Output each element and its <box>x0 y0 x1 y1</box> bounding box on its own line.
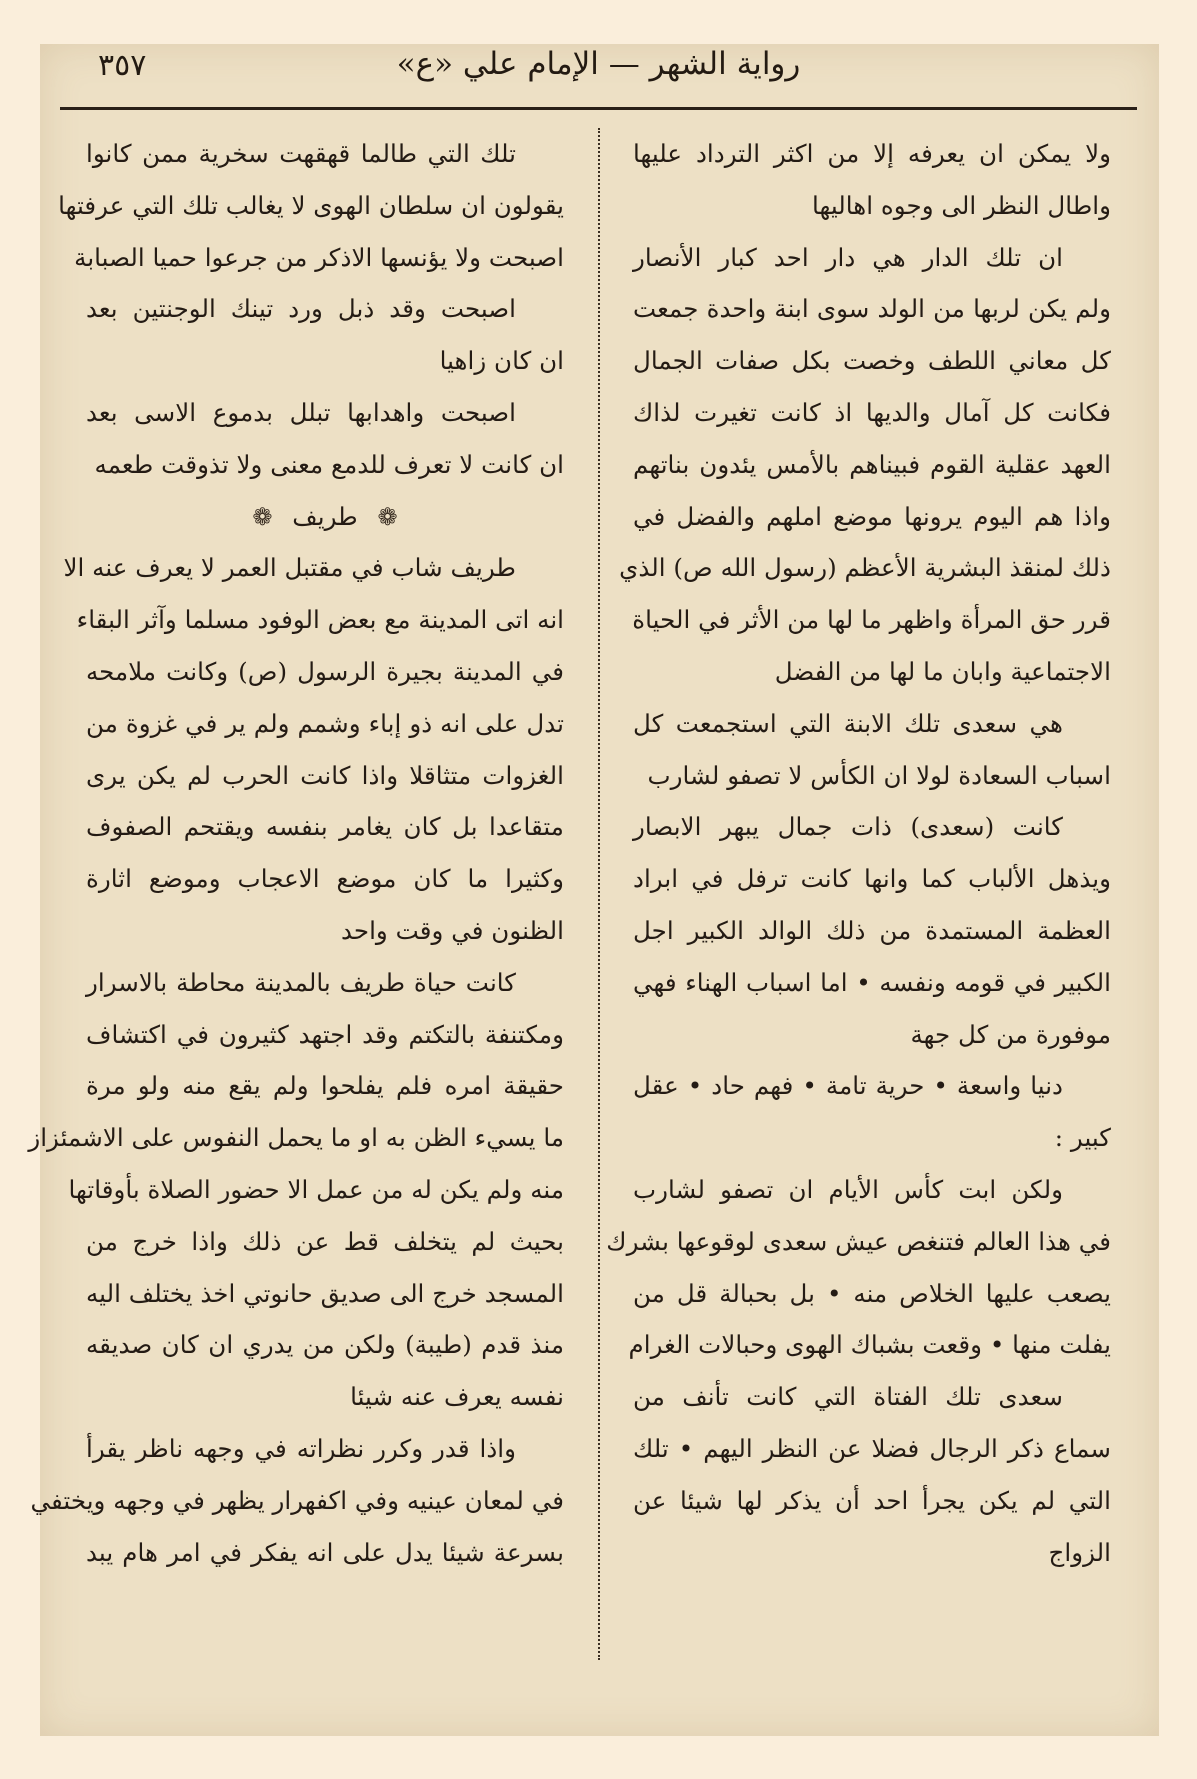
text-line: الغزوات متثاقلا واذا كانت الحرب لم يكن يرى <box>86 760 564 790</box>
text-line: كانت (سعدى) ذات جمال يبهر الابصار <box>633 812 1063 842</box>
text-line: اسباب السعادة لولا ان الكأس لا تصفو لشارب <box>647 760 1111 790</box>
text-line: سماع ذكر الرجال فضلا عن النظر اليهم • تلك <box>633 1433 1111 1463</box>
text-line: ذلك لمنقذ البشرية الأعظم (رسول الله ص) الذي <box>619 553 1111 583</box>
text-line: ولا يمكن ان يعرفه إلا من اكثر الترداد عليها <box>633 139 1111 168</box>
text-line: فكانت كل آمال والديها اذ كانت تغيرت لذاك <box>633 397 1111 427</box>
text-line: واذا قدر وكرر نظراته في وجهه ناظر يقرأ <box>86 1433 516 1463</box>
text-line: هي سعدى تلك الابنة التي استجمعت كل <box>633 708 1063 738</box>
text-line: ان كانت لا تعرف للدمع معنى ولا تذوقت طعمه <box>94 449 564 479</box>
flourish-icon: ❁ <box>377 502 398 531</box>
text-line: واذا هم اليوم يرونها موضع املهم والفضل في <box>633 501 1111 531</box>
text-line: يصعب عليها الخلاص منه • بل بحبالة قل من <box>633 1278 1111 1308</box>
text-line: موفورة من كل جهة <box>910 1019 1111 1049</box>
text-line: اصبحت واهدابها تبلل بدموع الاسى بعد <box>86 397 516 427</box>
text-line: حقيقة امره فلم يفلحوا ولم يقع منه ولو مرة <box>86 1071 564 1101</box>
text-line: ان كان زاهيا <box>439 346 564 376</box>
text-line: اصبحت وقد ذبل ورد تينك الوجنتين بعد <box>86 294 516 324</box>
text-line: ومكتنفة بالتكتم وقد اجتهد كثيرون في اكتشاف <box>86 1019 564 1049</box>
text-line: في المدينة بجيرة الرسول (ص) وكانت ملامحه <box>86 656 564 686</box>
text-line: منه ولم يكن له من عمل الا حضور الصلاة بأوقاتها <box>68 1174 564 1204</box>
section-heading <box>86 491 564 543</box>
text-line: العظمة المستمدة من ذلك الوالد الكبير اجل <box>633 915 1111 945</box>
text-line: كبير : <box>1054 1123 1111 1153</box>
column-divider <box>598 128 600 1660</box>
text-line: يفلت منها • وقعت بشباك الهوى وحبالات الغرام <box>628 1330 1111 1360</box>
text-line: تدل على انه ذو إباء وشمم ولم ير في غزوة من <box>86 708 564 738</box>
text-line: الظنون في وقت واحد <box>340 915 564 945</box>
left-column <box>28 128 564 1578</box>
text-line: ويذهل الألباب كما وانها كانت ترفل في ابراد <box>633 864 1111 894</box>
text-line: دنيا واسعة • حرية تامة • فهم حاد • عقل <box>633 1071 1063 1101</box>
text-line: ما يسيء الظن به او ما يحمل النفوس على الاشمئزاز <box>28 1123 564 1153</box>
text-line: تلك التي طالما قهقهت سخرية ممن كانوا <box>86 139 516 168</box>
text-line: ولكن ابت كأس الأيام ان تصفو لشارب <box>633 1174 1063 1204</box>
header-rule <box>60 107 1137 110</box>
section-title: طريف <box>292 501 358 531</box>
text-line: بسرعة شيئا يدل على انه يفكر في امر هام يبد <box>86 1537 564 1567</box>
text-line: واطال النظر الى وجوه اهاليها <box>812 190 1111 220</box>
text-line: كانت حياة طريف بالمدينة محاطة بالاسرار <box>86 967 516 997</box>
text-line: المسجد خرج الى صديق حانوتي اخذ يختلف اليه <box>86 1278 564 1308</box>
running-title: رواية الشهر — الإمام علي «ع» <box>396 46 801 82</box>
text-line: كل معاني اللطف وخصت بكل صفات الجمال <box>633 346 1111 376</box>
text-line: الزواج <box>1048 1537 1111 1567</box>
text-line: قرر حق المرأة واظهر ما لها من الأثر في الحياة <box>632 605 1111 635</box>
text-line: طريف شاب في مقتبل العمر لا يعرف عنه الا <box>63 553 516 583</box>
text-line: ولم يكن لربها من الولد سوى ابنة واحدة جمعت <box>633 294 1111 324</box>
text-line: يقولون ان سلطان الهوى لا يغالب تلك التي عرفتها <box>58 190 564 220</box>
text-line: في لمعان عينيه وفي اكفهرار يظهر في وجهه ويختفي <box>30 1485 564 1515</box>
page-number: ٣٥٧ <box>98 48 147 83</box>
right-column <box>606 128 1111 1578</box>
text-line: انه اتى المدينة مع بعض الوفود مسلما وآثر البقاء <box>76 605 564 635</box>
text-line: العهد عقلية القوم فبيناهم بالأمس يئدون بناتهم <box>633 449 1111 479</box>
text-line: نفسه يعرف عنه شيئا <box>350 1382 564 1412</box>
text-line: الاجتماعية وابان ما لها من الفضل <box>774 656 1111 686</box>
text-line: التي لم يكن يجرأ احد أن يذكر لها شيئا عن <box>633 1485 1111 1515</box>
text-line: وكثيرا ما كان موضع الاعجاب وموضع اثارة <box>86 864 564 894</box>
text-line: سعدى تلك الفتاة التي كانت تأنف من <box>633 1382 1063 1412</box>
text-line: منذ قدم (طيبة) ولكن من يدري ان كان صديقه <box>86 1330 564 1360</box>
text-line: متقاعدا بل كان يغامر بنفسه ويقتحم الصفوف <box>86 812 564 842</box>
text-line: الكبير في قومه ونفسه • اما اسباب الهناء فهي <box>633 967 1111 997</box>
flourish-icon: ❁ <box>252 502 273 531</box>
text-line: في هذا العالم فتنغص عيش سعدى لوقوعها بشرك <box>606 1226 1111 1256</box>
text-line: ان تلك الدار هي دار احد كبار الأنصار <box>633 242 1063 272</box>
text-line: بحيث لم يتخلف قط عن ذلك واذا خرج من <box>86 1226 564 1256</box>
text-line: اصبحت ولا يؤنسها الاذكر من جرعوا حميا الصبابة <box>74 242 564 272</box>
page-header <box>66 44 1131 104</box>
